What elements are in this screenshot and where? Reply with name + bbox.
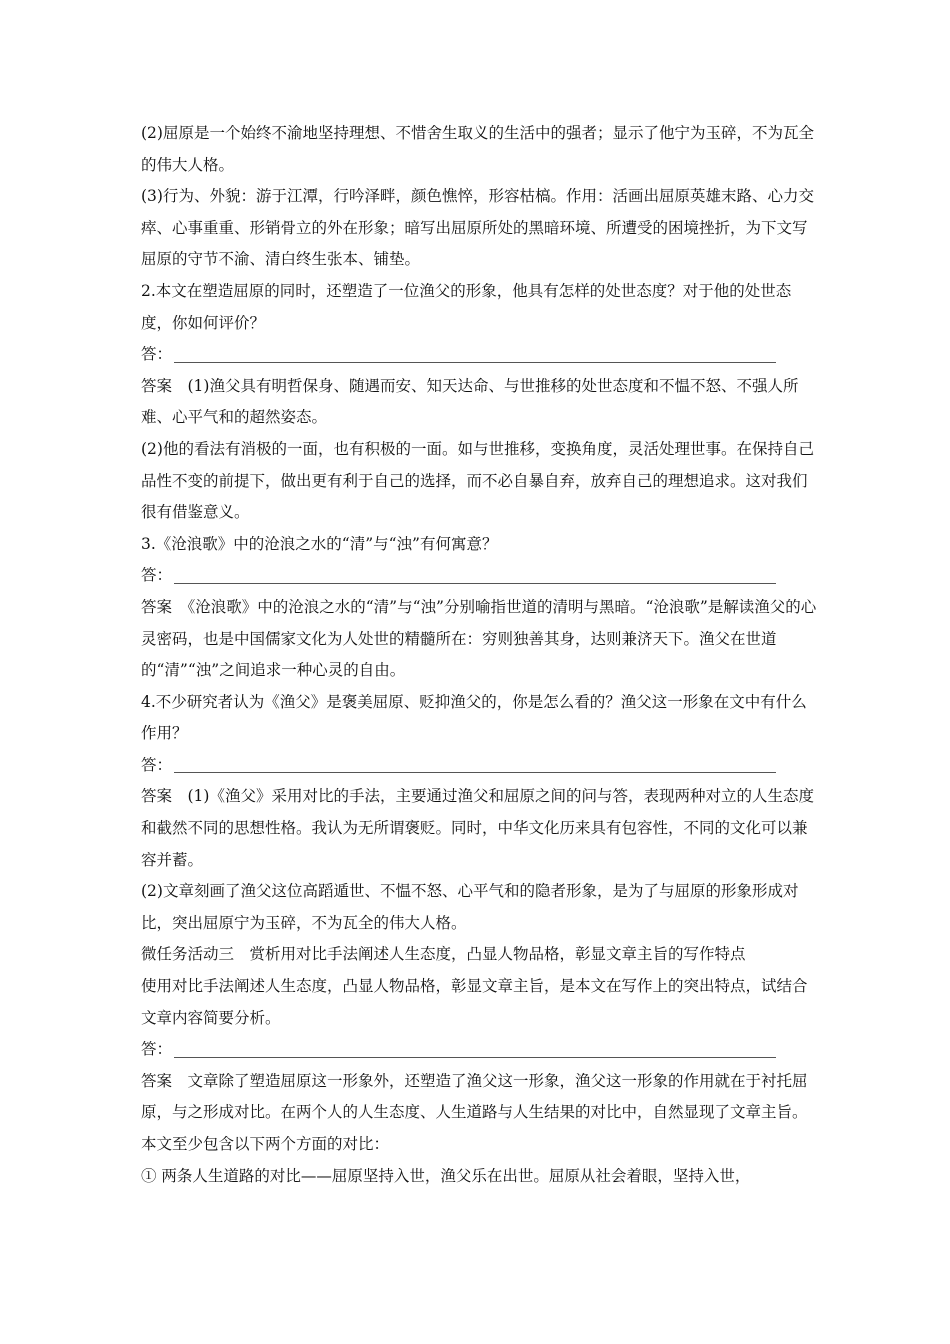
answer-2-part-2: (2)他的看法有消极的一面，也有积极的一面。如与世推移，变换角度，灵活处理世事。在保持自己品性不变的前提下，做出更有利于自己的选择，而不必自暴自弃，放弃自己的理想追求。这对我们很有借鉴意义。 [141, 439, 814, 522]
task-3-answer: 答案 文章除了塑造屈原这一形象外，还塑造了渔父这一形象，渔父这一形象的作用就在于衬托屈原，与之形成对比。在两个人的人生态度、人生道路与人生结果的对比中，自然显现了文章主旨。本文至少包含以下两个方面的对比： [141, 1071, 808, 1153]
answer-label: 答： [141, 755, 173, 774]
answer-rule [174, 583, 776, 584]
question-3: 3.《沧浪歌》中的沧浪之水的“清”与“浊”有何寓意？ [141, 534, 498, 553]
question-4: 4.不少研究者认为《渔父》是褒美屈原、贬抑渔父的，你是怎么看的？渔父这一形象在文中有什么作用？ [141, 692, 807, 743]
answer-line-task3 [141, 1034, 821, 1066]
answer-2-part-1: 答案 (1)渔父具有明哲保身、随遇而安、知天达命、与世推移的处世态度和不愠不怒、不强人所难、心平气和的超然姿态。 [141, 376, 799, 427]
answer-label: 答： [141, 345, 173, 364]
question-2: 2.本文在塑造屈原的同时，还塑造了一位渔父的形象，他具有怎样的处世态度？对于他的处世态度，你如何评价？ [141, 281, 792, 332]
answer-label: 答： [141, 566, 173, 585]
answer-line-q2 [141, 339, 821, 371]
answer-label: 答： [141, 1040, 173, 1059]
answer-line-q4 [141, 750, 821, 782]
answer-paragraph-1-3: (3)行为、外貌：游于江潭，行吟泽畔，颜色憔悴，形容枯槁。作用：活画出屈原英雄末路、心力交瘁、心事重重、形销骨立的外在形象；暗写出屈原所处的黑暗环境、所遭受的困境挫折，为下文写屈原的守节不渝、清白终生张本、铺垫。 [141, 187, 814, 269]
answer-rule [174, 362, 776, 363]
task-3-title: 微任务活动三 赏析用对比手法阐述人生态度，凸显人物品格，彰显文章主旨的写作特点 [141, 945, 746, 964]
answer-3: 答案 《沧浪歌》中的沧浪之水的“清”与“浊”分别喻指世道的清明与黑暗。“沧浪歌”是解读渔父的心灵密码，也是中国儒家文化为人处世的精髓所在：穷则独善其身，达则兼济天下。渔父在世道的“清”“浊”之间追求一种心灵的自由。 [141, 597, 817, 680]
document-body [141, 118, 821, 1192]
answer-line-q3 [141, 560, 821, 592]
answer-rule [174, 772, 776, 773]
answer-rule [174, 1057, 776, 1058]
answer-4-part-2: (2)文章刻画了渔父这位高蹈遁世、不愠不怒、心平气和的隐者形象，是为了与屈原的形象形成对比，突出屈原宁为玉碎，不为瓦全的伟大人格。 [141, 882, 799, 932]
task-3-point-1: ① 两条人生道路的对比——屈原坚持入世，渔父乐在出世。屈原从社会着眼，坚持入世， [141, 1166, 751, 1185]
answer-4-part-1: 答案 (1)《渔父》采用对比的手法，主要通过渔父和屈原之间的问与答，表现两种对立的人生态度和截然不同的思想性格。我认为无所谓褒贬。同时，中华文化历来具有包容性，不同的文化可以兼容并蓄。 [141, 787, 814, 869]
task-3-question: 使用对比手法阐述人生态度，凸显人物品格，彰显文章主旨，是本文在写作上的突出特点，试结合文章内容简要分析。 [141, 977, 808, 1027]
answer-paragraph-1-2: (2)屈原是一个始终不渝地坚持理想、不惜舍生取义的生活中的强者；显示了他宁为玉碎，不为瓦全的伟大人格。 [141, 124, 814, 174]
